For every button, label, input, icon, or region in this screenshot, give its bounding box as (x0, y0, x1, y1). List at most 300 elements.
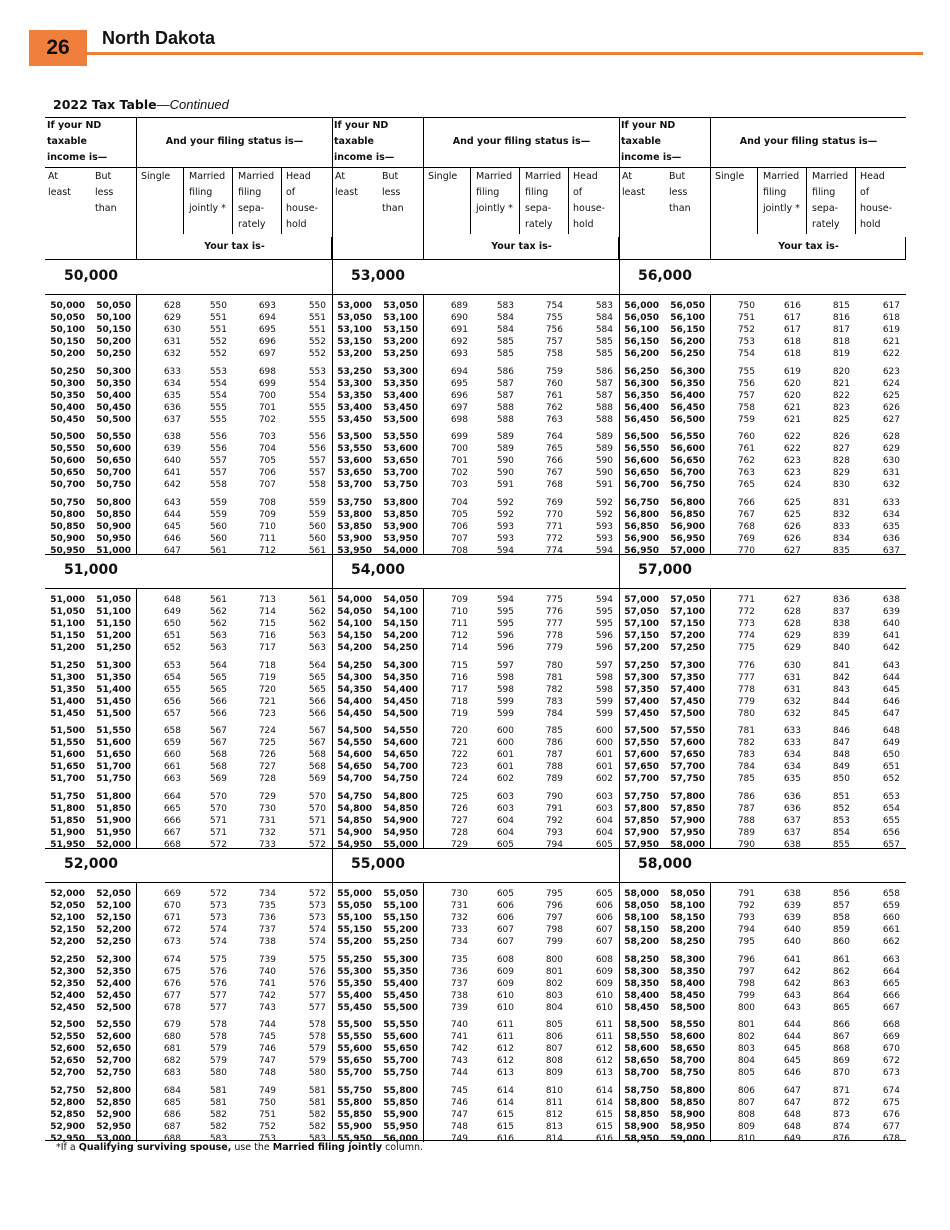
married-jointly-tax-cell: 610 (496, 1002, 514, 1013)
table-row (619, 509, 906, 521)
table-row (619, 827, 906, 839)
but-less-than-cell: 51,650 (96, 750, 131, 760)
row-group (332, 300, 619, 360)
at-least-cell: 53,250 (337, 366, 372, 377)
but-less-than-cell: 53,000 (96, 1133, 131, 1144)
single-tax-cell: 747 (450, 1109, 468, 1120)
table-row (619, 803, 906, 815)
married-jointly-tax-cell: 637 (783, 815, 801, 826)
at-least-cell: 50,650 (50, 468, 85, 478)
married-separately-tax-cell: 788 (545, 762, 563, 772)
but-less-than-cell: 51,000 (96, 545, 131, 556)
married-separately-tax-cell: 806 (545, 1032, 563, 1042)
married-jointly-tax-cell: 557 (209, 468, 227, 478)
single-tax-cell: 631 (163, 337, 181, 347)
married-separately-tax-cell: 774 (545, 545, 563, 556)
head-of-household-tax-cell: 629 (882, 444, 900, 454)
head-of-household-tax-cell: 593 (595, 521, 613, 532)
at-least-cell: 55,700 (337, 1068, 372, 1078)
at-least-cell: 56,350 (624, 390, 659, 401)
table-row (45, 312, 332, 324)
but-less-than-cell: 54,750 (383, 774, 418, 784)
married-separately-tax-cell: 867 (832, 1032, 850, 1042)
head-of-household-tax-cell: 560 (308, 521, 326, 532)
married-separately-tax-cell: 862 (832, 966, 850, 977)
married-jointly-tax-cell: 622 (783, 444, 801, 454)
at-least-cell: 52,200 (50, 937, 85, 947)
but-less-than-cell: 53,250 (383, 349, 418, 359)
at-least-cell: 55,950 (337, 1133, 372, 1144)
married-separately-tax-cell: 784 (545, 708, 563, 719)
married-separately-tax-cell: 772 (545, 533, 563, 544)
header-col-divider (232, 167, 233, 234)
head-of-household-tax-cell: 562 (308, 607, 326, 617)
married-separately-tax-cell: 724 (258, 726, 276, 736)
column-header (619, 117, 906, 260)
block-rule (45, 848, 332, 849)
married-separately-tax-cell: 848 (832, 750, 850, 760)
at-least-cell: 56,200 (624, 349, 659, 359)
married-jointly-tax-cell: 641 (783, 954, 801, 965)
head-of-household-tax-cell: 577 (308, 1002, 326, 1013)
head-of-household-tax-cell: 590 (595, 456, 613, 466)
at-least-cell: 53,350 (337, 390, 372, 401)
table-row (619, 336, 906, 348)
married-separately-tax-cell: 715 (258, 619, 276, 629)
head-of-household-tax-cell: 581 (308, 1085, 326, 1096)
at-least-cell: 51,350 (50, 684, 85, 695)
at-least-cell: 52,850 (50, 1109, 85, 1120)
but-less-than-cell: 55,800 (383, 1085, 418, 1096)
single-tax-cell: 637 (163, 414, 181, 425)
head-of-household-tax-cell: 673 (882, 1068, 900, 1078)
row-group (332, 1085, 619, 1145)
but-less-than-cell: 54,850 (383, 803, 418, 814)
head-of-household-tax-cell: 621 (882, 337, 900, 347)
head-of-household-tax-cell: 573 (308, 913, 326, 923)
at-least-cell: 53,750 (337, 497, 372, 508)
head-of-household-tax-cell: 675 (882, 1097, 900, 1108)
table-row (619, 366, 906, 378)
but-less-than-cell: 57,100 (670, 607, 705, 617)
table-row (619, 990, 906, 1002)
at-least-cell: 58,950 (624, 1133, 659, 1144)
head-of-household-tax-cell: 594 (595, 595, 613, 605)
married-separately-tax-cell: 739 (258, 954, 276, 965)
married-separately-tax-cell: 871 (832, 1085, 850, 1096)
married-separately-tax-cell: 709 (258, 509, 276, 520)
row-group (45, 366, 332, 426)
table-row (619, 1097, 906, 1109)
table-row (332, 521, 619, 533)
married-separately-tax-cell: 748 (258, 1068, 276, 1078)
table-row (45, 936, 332, 948)
single-tax-cell: 678 (163, 1002, 181, 1013)
row-group (45, 888, 332, 948)
married-jointly-tax-cell: 561 (209, 595, 227, 605)
table-row (619, 348, 906, 360)
block-heading-rule (332, 588, 619, 589)
table-row (332, 660, 619, 672)
table-row (332, 509, 619, 521)
married-jointly-tax-cell: 616 (496, 1133, 514, 1144)
row-group (619, 791, 906, 851)
single-tax-cell: 740 (450, 1020, 468, 1030)
married-separately-tax-cell: 771 (545, 521, 563, 532)
married-jointly-tax-cell: 593 (496, 533, 514, 544)
married-separately-tax-cell: 821 (832, 378, 850, 389)
married-jointly-tax-cell: 582 (209, 1109, 227, 1120)
single-tax-cell: 719 (450, 708, 468, 719)
but-less-than-cell: 52,650 (96, 1044, 131, 1054)
married-separately-tax-cell: 844 (832, 696, 850, 707)
married-separately-tax-cell: 695 (258, 325, 276, 335)
at-least-cell: 53,200 (337, 349, 372, 359)
table-row (619, 954, 906, 966)
block-rule (332, 554, 619, 555)
table-row (45, 773, 332, 785)
single-tax-cell: 688 (163, 1133, 181, 1144)
table-row (45, 737, 332, 749)
but-less-than-cell: 52,550 (96, 1020, 131, 1030)
married-jointly-tax-cell: 635 (783, 774, 801, 784)
table-row (619, 630, 906, 642)
head-of-household-tax-cell: 556 (308, 432, 326, 442)
single-tax-cell: 665 (163, 803, 181, 814)
table-row (619, 455, 906, 467)
single-tax-cell: 630 (163, 325, 181, 335)
table-row (619, 1031, 906, 1043)
table-row (332, 402, 619, 414)
at-least-cell: 54,700 (337, 774, 372, 784)
footnote: *If a Qualifying surviving spouse, use the Married filing jointly column. (56, 1142, 424, 1153)
married-separately-tax-cell: 708 (258, 497, 276, 508)
head-of-household-tax-cell: 598 (595, 684, 613, 695)
but-less-than-cell: 57,850 (670, 803, 705, 814)
married-separately-tax-cell: 723 (258, 708, 276, 719)
but-less-than-cell: 58,650 (670, 1044, 705, 1054)
your-tax-label: Your tax is- (204, 241, 265, 252)
single-tax-cell: 649 (163, 607, 181, 617)
at-least-cell: 52,050 (50, 901, 85, 911)
married-jointly-tax-cell: 604 (496, 815, 514, 826)
at-least-cell: 50,050 (50, 313, 85, 323)
head-of-household-tax-cell: 569 (308, 774, 326, 784)
married-jointly-tax-cell: 620 (783, 390, 801, 401)
married-jointly-tax-cell: 570 (209, 791, 227, 802)
but-less-than-cell: 52,350 (96, 966, 131, 977)
table-row (45, 803, 332, 815)
married-separately-tax-cell: 725 (258, 738, 276, 748)
at-least-cell: 58,850 (624, 1109, 659, 1120)
table-row (619, 791, 906, 803)
single-tax-cell: 746 (450, 1097, 468, 1108)
but-less-than-cell: 58,950 (670, 1121, 705, 1132)
head-of-household-tax-cell: 583 (308, 1133, 326, 1144)
married-jointly-tax-cell: 565 (209, 672, 227, 683)
head-of-household-tax-cell: 601 (595, 750, 613, 760)
single-tax-cell: 642 (163, 480, 181, 490)
table-row (45, 1067, 332, 1079)
table-row (619, 606, 906, 618)
at-least-cell: 54,400 (337, 696, 372, 707)
at-least-cell: 55,650 (337, 1056, 372, 1066)
row-group (332, 1019, 619, 1079)
column-header (332, 117, 619, 260)
married-separately-tax-cell: 792 (545, 815, 563, 826)
table-row (619, 521, 906, 533)
married-separately-tax-cell: 718 (258, 660, 276, 671)
married-jointly-tax-cell: 619 (783, 366, 801, 377)
married-jointly-tax-cell: 571 (209, 827, 227, 838)
married-jointly-tax-cell: 623 (783, 468, 801, 478)
married-jointly-tax-cell: 550 (209, 301, 227, 311)
but-less-than-cell: 58,800 (670, 1085, 705, 1096)
table-row (619, 467, 906, 479)
married-jointly-tax-cell: 614 (496, 1097, 514, 1108)
married-separately-tax-cell: 755 (545, 313, 563, 323)
but-less-than-cell: 54,100 (383, 607, 418, 617)
head-of-household-tax-cell: 598 (595, 672, 613, 683)
head-of-household-tax-cell: 653 (882, 791, 900, 802)
married-separately-tax-cell: 700 (258, 390, 276, 401)
but-less-than-cell: 53,350 (383, 378, 418, 389)
married-separately-tax-cell: 710 (258, 521, 276, 532)
head-of-household-tax-cell: 667 (882, 1002, 900, 1013)
head-of-household-tax-cell: 634 (882, 509, 900, 520)
head-of-household-tax-cell: 570 (308, 791, 326, 802)
but-less-than-cell: 52,950 (96, 1121, 131, 1132)
married-separately-tax-cell: 865 (832, 1002, 850, 1013)
single-tax-cell: 717 (450, 684, 468, 695)
head-of-household-tax-cell: 592 (595, 509, 613, 520)
but-less-than-cell: 54,150 (383, 619, 418, 629)
head-of-household-tax-cell: 674 (882, 1085, 900, 1096)
table-row (332, 479, 619, 491)
but-less-than-header: But less than (382, 171, 404, 214)
table-row (45, 749, 332, 761)
row-group (332, 954, 619, 1014)
head-of-household-tax-cell: 563 (308, 631, 326, 641)
married-separately-tax-cell: 855 (832, 839, 850, 850)
at-least-cell: 57,250 (624, 660, 659, 671)
at-least-cell: 55,300 (337, 966, 372, 977)
but-less-than-cell: 50,500 (96, 414, 131, 425)
head-of-household-tax-cell: 574 (308, 925, 326, 935)
at-least-cell: 54,200 (337, 643, 372, 653)
table-row (619, 1109, 906, 1121)
married-jointly-tax-cell: 570 (209, 803, 227, 814)
but-less-than-cell: 51,350 (96, 672, 131, 683)
state-title: North Dakota (102, 28, 216, 48)
head-of-household-tax-cell: 573 (308, 901, 326, 911)
married-separately-tax-cell: 872 (832, 1097, 850, 1108)
at-least-cell: 54,450 (337, 708, 372, 719)
at-least-cell: 50,950 (50, 545, 85, 556)
table-row (332, 378, 619, 390)
single-tax-cell: 657 (163, 708, 181, 719)
single-tax-cell: 699 (450, 432, 468, 442)
married-separately-tax-cell: 746 (258, 1044, 276, 1054)
table-row (619, 312, 906, 324)
at-least-cell: 50,100 (50, 325, 85, 335)
at-least-cell: 54,000 (337, 595, 372, 605)
at-least-cell: 58,500 (624, 1020, 659, 1030)
single-tax-cell: 777 (737, 672, 755, 683)
head-of-household-tax-cell: 663 (882, 954, 900, 965)
married-jointly-tax-cell: 563 (209, 631, 227, 641)
head-of-household-tax-cell: 559 (308, 497, 326, 508)
at-least-cell: 58,900 (624, 1121, 659, 1132)
at-least-cell: 51,400 (50, 696, 85, 707)
married-jointly-tax-cell: 628 (783, 619, 801, 629)
but-less-than-cell: 56,950 (670, 533, 705, 544)
head-of-household-tax-cell: 632 (882, 480, 900, 490)
table-row (619, 725, 906, 737)
table-row (45, 618, 332, 630)
married-jointly-tax-cell: 560 (209, 533, 227, 544)
at-least-cell: 58,300 (624, 966, 659, 977)
at-least-cell: 58,100 (624, 913, 659, 923)
table-row (619, 900, 906, 912)
married-separately-tax-cell: 841 (832, 660, 850, 671)
at-least-cell: 57,600 (624, 750, 659, 760)
block-heading: 52,000 (64, 856, 119, 872)
head-of-household-tax-cell: 678 (882, 1133, 900, 1144)
row-group (45, 300, 332, 360)
single-tax-cell: 663 (163, 774, 181, 784)
at-least-cell: 57,900 (624, 827, 659, 838)
head-of-household-tax-cell: 628 (882, 432, 900, 442)
at-least-cell: 52,450 (50, 1002, 85, 1013)
at-least-cell: 50,300 (50, 378, 85, 389)
at-least-cell: 56,750 (624, 497, 659, 508)
but-less-than-cell: 51,600 (96, 738, 131, 748)
single-tax-cell: 648 (163, 595, 181, 605)
at-least-cell: 53,700 (337, 480, 372, 490)
block-rows (332, 594, 619, 856)
at-least-cell: 52,700 (50, 1068, 85, 1078)
married-jointly-tax-cell: 621 (783, 414, 801, 425)
head-of-household-tax-cell: 572 (308, 889, 326, 899)
head-of-household-tax-cell: 607 (595, 925, 613, 935)
head-of-household-tax-cell: 595 (595, 619, 613, 629)
head-of-household-tax-cell: 578 (308, 1032, 326, 1042)
table-row (619, 1133, 906, 1145)
married-jointly-tax-cell: 553 (209, 366, 227, 377)
table-row (619, 1055, 906, 1067)
at-least-cell: 55,850 (337, 1109, 372, 1120)
married-separately-tax-cell: 823 (832, 402, 850, 413)
married-separately-tax-cell: 837 (832, 607, 850, 617)
head-of-household-tax-cell: 645 (882, 684, 900, 695)
single-tax-cell: 636 (163, 402, 181, 413)
married-separately-tax-cell: 814 (545, 1133, 563, 1144)
married-jointly-tax-cell: 612 (496, 1056, 514, 1066)
head-of-household-tax-cell: 581 (308, 1097, 326, 1108)
head-of-household-tax-cell: 591 (595, 480, 613, 490)
head-of-household-tax-cell: 593 (595, 533, 613, 544)
single-tax-cell: 796 (737, 954, 755, 965)
head-of-household-tax-cell: 567 (308, 738, 326, 748)
married-jointly-tax-cell: 617 (783, 325, 801, 335)
married-separately-tax-cell: 825 (832, 414, 850, 425)
at-least-cell: 50,150 (50, 337, 85, 347)
table-row (619, 533, 906, 545)
married-separately-tax-cell: 874 (832, 1121, 850, 1132)
single-tax-cell: 808 (737, 1109, 755, 1120)
married-separately-tax-cell: 732 (258, 827, 276, 838)
single-tax-cell: 714 (450, 643, 468, 653)
head-of-household-tax-cell: 659 (882, 901, 900, 911)
at-least-cell: 50,850 (50, 521, 85, 532)
married-jointly-tax-cell: 586 (496, 366, 514, 377)
table-row (619, 761, 906, 773)
married-jointly-tax-cell: 574 (209, 925, 227, 935)
married-separately-tax-cell: 696 (258, 337, 276, 347)
head-of-household-tax-cell: 646 (882, 696, 900, 707)
table-row (332, 497, 619, 509)
single-tax-cell: 753 (737, 337, 755, 347)
married-separately-tax-cell: 777 (545, 619, 563, 629)
married-separately-tax-cell: 778 (545, 631, 563, 641)
at-least-cell: 56,000 (624, 301, 659, 311)
at-least-cell: 55,050 (337, 901, 372, 911)
at-least-cell: 52,300 (50, 966, 85, 977)
single-tax-cell: 755 (737, 366, 755, 377)
married-separately-tax-cell: 757 (545, 337, 563, 347)
but-less-than-cell: 50,100 (96, 313, 131, 323)
table-row (45, 455, 332, 467)
at-least-cell: 53,000 (337, 301, 372, 311)
single-tax-cell: 629 (163, 313, 181, 323)
head-of-household-tax-cell: 622 (882, 349, 900, 359)
married-separately-tax-cell: 765 (545, 444, 563, 454)
married-jointly-tax-cell: 636 (783, 803, 801, 814)
but-less-than-cell: 55,750 (383, 1068, 418, 1078)
head-of-household-tax-cell: 641 (882, 631, 900, 641)
table-row (619, 684, 906, 696)
married-separately-tax-cell: 803 (545, 990, 563, 1001)
at-least-cell: 55,500 (337, 1020, 372, 1030)
married-jointly-tax-cell: 613 (496, 1068, 514, 1078)
single-tax-cell: 666 (163, 815, 181, 826)
but-less-than-cell: 50,550 (96, 432, 131, 442)
married-jointly-tax-cell: 622 (783, 432, 801, 442)
married-separately-tax-cell: 794 (545, 839, 563, 850)
table-year: 2022 (53, 97, 88, 112)
table-row (332, 390, 619, 402)
head-of-household-tax-cell: 670 (882, 1044, 900, 1054)
single-tax-cell: 645 (163, 521, 181, 532)
single-tax-cell: 704 (450, 497, 468, 508)
table-row (45, 594, 332, 606)
married-jointly-tax-cell: 642 (783, 966, 801, 977)
single-tax-cell: 708 (450, 545, 468, 556)
married-separately-tax-cell: 721 (258, 696, 276, 707)
married-separately-tax-cell: 804 (545, 1002, 563, 1013)
married-separately-tax-cell: 694 (258, 313, 276, 323)
single-tax-cell: 687 (163, 1121, 181, 1132)
married-jointly-tax-cell: 648 (783, 1121, 801, 1132)
at-least-cell: 53,600 (337, 456, 372, 466)
head-of-household-tax-cell: 676 (882, 1109, 900, 1120)
married-jointly-tax-cell: 625 (783, 509, 801, 520)
at-least-cell: 57,450 (624, 708, 659, 719)
single-tax-cell: 776 (737, 660, 755, 671)
at-least-cell: 55,000 (337, 889, 372, 899)
at-least-cell: 53,800 (337, 509, 372, 520)
